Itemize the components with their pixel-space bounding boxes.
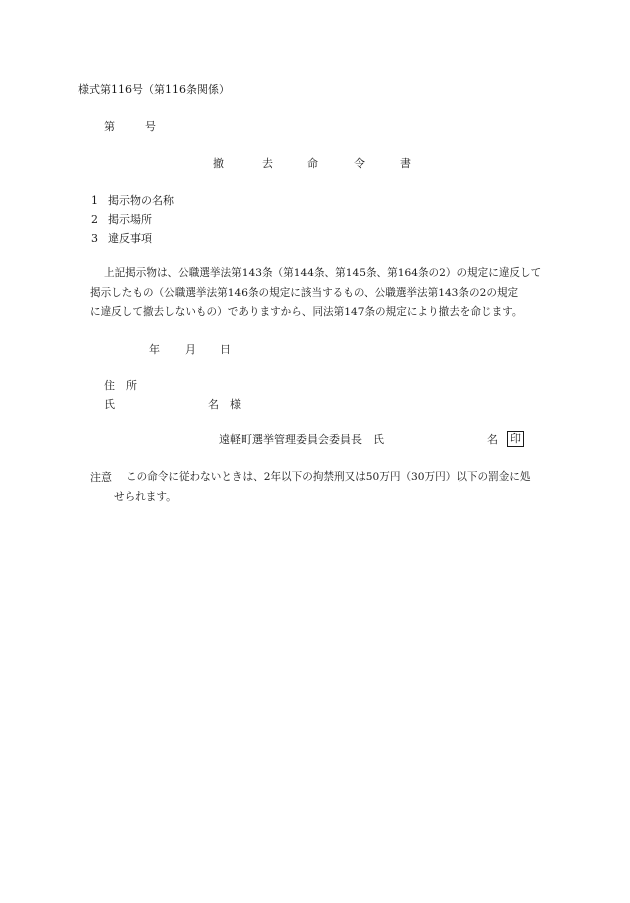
title-char: 令 [354,157,365,170]
issuer-name-suffix: 名 [487,433,498,446]
note-line: この命令に従わないときは、2年以下の拘禁刑又は50万円（30万円）以下の罰金に処 [126,471,531,483]
recipient-address-label: 住 所 [104,379,137,392]
item-label: 掲示場所 [108,213,152,226]
issuer-title: 遠軽町選挙管理委員会委員長 氏 [219,433,384,446]
body-line: 上記掲示物は、公職選挙法第143条（第144条、第145条、第164条の2）の規定に違反して [104,267,542,279]
title-char: 去 [262,157,273,170]
body-line: に違反して撤去しないもの）でありますから、同法第147条の規定により撤去を命じます。 [90,306,523,318]
number-suffix: 号 [145,120,156,133]
body-line: 掲示したもの（公職選挙法第146条の規定に該当するもの、公職選挙法第143条の2の規定 [90,287,519,299]
date-year: 年 [149,343,160,356]
recipient-name-suffix: 名 様 [208,398,241,411]
note-label: 注意 [90,471,112,484]
recipient-name-label: 氏 [104,398,115,411]
note-line: せられます。 [114,491,177,503]
number-prefix: 第 [104,120,115,133]
item-number: 3 [91,232,98,245]
date-day: 日 [220,343,231,356]
form-label: 様式第116号（第116条関係） [78,83,230,96]
title-char: 撤 [213,157,224,170]
title-char: 命 [307,157,318,170]
seal-mark [507,431,524,447]
date-month: 月 [185,343,196,356]
item-number: 2 [91,213,98,226]
item-label: 違反事項 [108,232,152,245]
title-char: 書 [400,157,411,170]
seal-box: 印 [507,431,524,447]
item-label: 掲示物の名称 [108,194,174,207]
item-number: 1 [91,194,98,207]
